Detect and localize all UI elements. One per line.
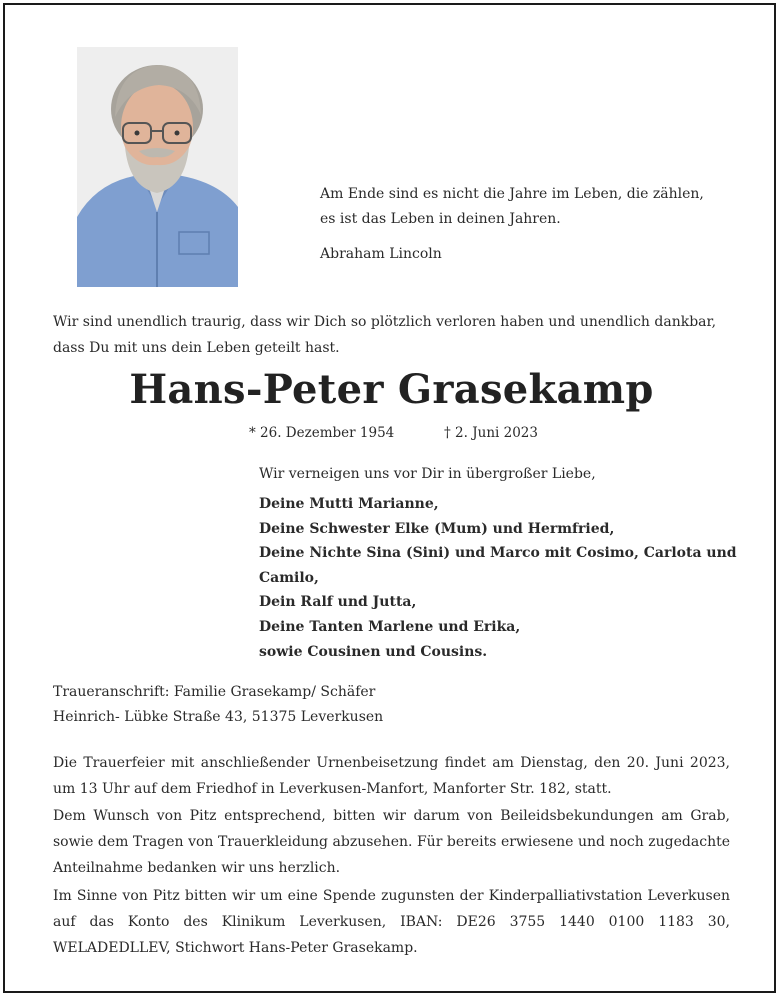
family-list <box>259 492 783 664</box>
quote-block <box>320 182 720 267</box>
intro-text: Wir sind unendlich traurig, dass wir Dich so plötzlich verloren haben und unendlich dankbar, dass Du mit uns dein Leben geteilt hast. <box>53 314 717 356</box>
portrait-illustration <box>77 47 238 287</box>
family-member: Deine Mutti Marianne, <box>259 496 439 512</box>
address-line-1: Traueranschrift: Familie Grasekamp/ Schäfer <box>53 684 376 700</box>
funeral-info-paragraph: Die Trauerfeier mit anschließender Urnenbeisetzung findet am Dienstag, den 20. Juni 2023, um 13 Uhr auf dem Friedhof in Leverkusen-Manfort, Manforter Str. 182, statt. <box>53 755 730 797</box>
bow-line: Wir verneigen uns vor Dir in übergroßer Liebe, <box>259 466 596 482</box>
family-member: Deine Nichte Sina (Sini) und Marco mit Cosimo, Carlota und Camilo, <box>259 545 737 586</box>
birth-date: * 26. Dezember 1954 <box>249 425 395 441</box>
family-member: Deine Schwester Elke (Mum) und Hermfried, <box>259 520 615 537</box>
quote-author: Abraham Lincoln <box>320 246 442 262</box>
death-date: † 2. Juni 2023 <box>444 425 538 441</box>
family-member: Dein Ralf und Jutta, <box>259 594 417 611</box>
portrait-photo <box>77 47 238 287</box>
quote-text: Am Ende sind es nicht die Jahre im Leben, die zählen, es ist das Leben in deinen Jahren. <box>320 186 704 227</box>
donation-paragraph: Im Sinne von Pitz bitten wir um eine Spende zugunsten der Kinderpalliativstation Leverkusen auf das Konto des Klinikum Leverkusen, IBAN: DE26 3755 1440 0100 1183 30, WELADEDLLEV, Stichwort Hans-Peter Grasekamp. <box>53 888 730 956</box>
deceased-name: Hans-Peter Grasekamp <box>129 366 654 413</box>
condolence-request-paragraph: Dem Wunsch von Pitz entsprechend, bitten wir darum von Beileidsbekundungen am Grab, sowie dem Tragen von Trauerkleidung abzusehen. Für bereits erwiesene und noch zugedachte Anteilnahme bedanken wir uns herzlich. <box>53 808 730 876</box>
family-member: sowie Cousinen und Cousins. <box>259 643 488 660</box>
mourning-address <box>53 680 383 729</box>
address-line-2: Heinrich- Lübke Straße 43, 51375 Leverkusen <box>53 708 384 725</box>
family-member: Deine Tanten Marlene und Erika, <box>259 618 521 635</box>
